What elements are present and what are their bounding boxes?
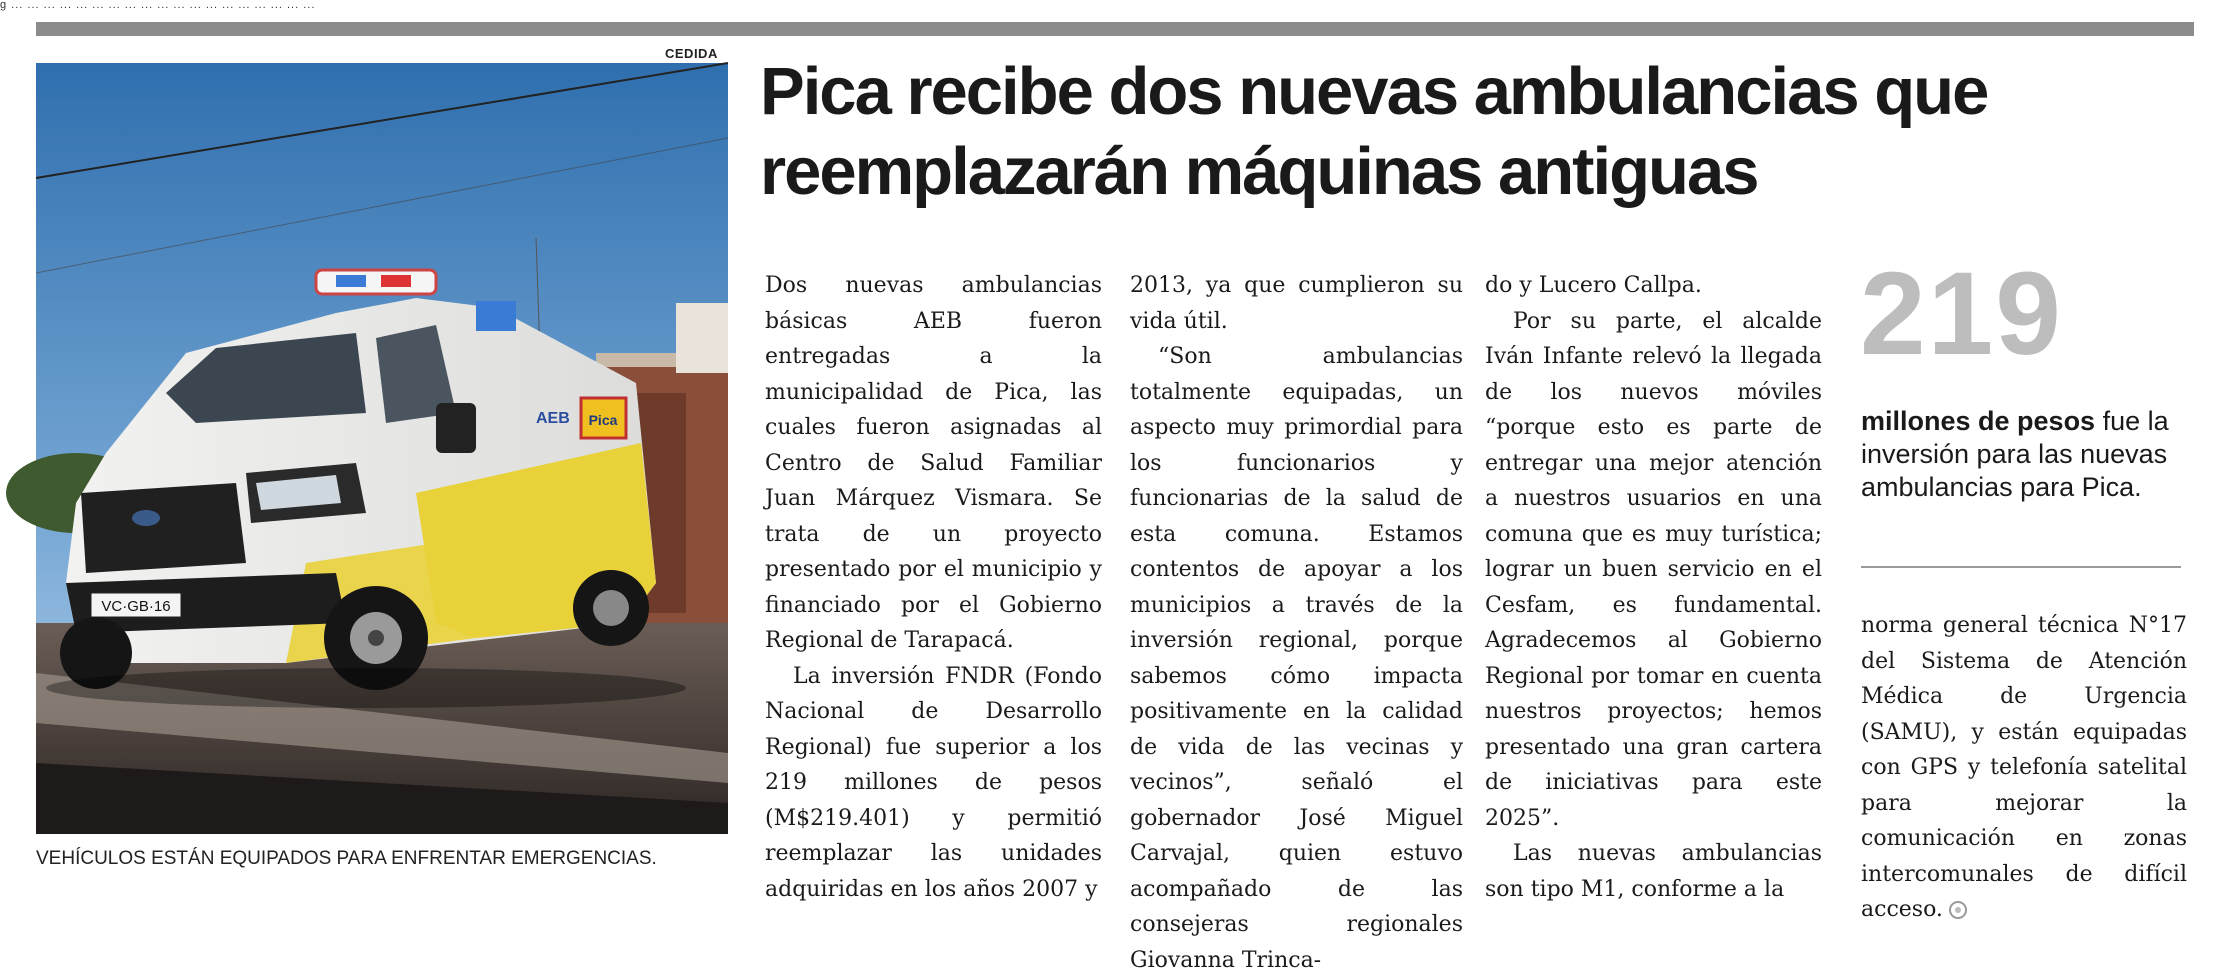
highlight-bold-text: millones de pesos [1861, 406, 2096, 436]
section-rule [36, 22, 2194, 36]
vehicle-logo-text: Pica [588, 412, 618, 428]
paragraph: Dos nuevas ambulancias básicas AEB fueron entregadas a la municipalidad de Pica, las cuales fueron asignadas al Centro de Salud Familiar Juan Márquez Vismara. Se trata de un proyecto presentado por el municipio y financiado por el Gobierno Regional de Tarapacá. [765, 273, 1102, 653]
body-column-3 [1485, 268, 1822, 902]
paragraph: 2013, ya que cumplieron su vida útil. [1130, 273, 1463, 334]
photo-caption: VEHÍCULOS ESTÁN EQUIPADOS PARA ENFRENTAR EMERGENCIAS. [36, 848, 657, 869]
paragraph: La inversión FNDR (Fondo Nacional de Desarrollo Regional) fue superior a los 219 millones de pesos (M$219.401) y permitió reemplazar las unidades adquiridas en los años 2007 y [765, 663, 1102, 902]
paragraph: “Son ambulancias totalmente equipadas, un aspecto muy primordial para los funcionarios y funcionarias de la salud de esta comuna. Estamos contentos de apoyar a los municipios a través de la inversión regional, porque sabemos cómo impacta positivamente en la calidad de vida de las vecinas y vecinos”, señaló el gobernador José Miguel Carvajal, quien estuvo acompañado de las consejeras regionales Giovanna Trinca- [1130, 344, 1463, 973]
headline-line-2: reemplazarán máquinas antiguas [760, 134, 1758, 209]
top-strip-text: g ... ... ... ... ... ... ... ... ... ... ... ... ... ... ... ... ... ... ... [0, 0, 316, 11]
paragraph [1861, 608, 2187, 928]
article-headline [760, 52, 2190, 212]
page-top-strip [0, 0, 2232, 12]
paragraph: Por su parte, el alcalde Iván Infante relevó la llegada de los nuevos móviles “porque esto es parte de entregar una mejor atención a nuestros usuarios en una comuna que es muy turística; lograr un buen servicio en el Cesfam, es fundamental. Agradecemos al Gobierno Regional por tomar en cuenta nuestros proyectos; hemos presentado una gran cartera de iniciativas para este 2025”. [1485, 308, 1822, 831]
headline-line-1: Pica recibe dos nuevas ambulancias que [760, 54, 1988, 129]
paragraph-text: norma general técnica N°17 del Sistema de Atención Médica de Urgencia (SAMU), y están equipadas con GPS y telefonía satelital para mejorar la comunicación en zonas intercomunales de difícil acceso. [1861, 613, 2187, 922]
highlight-rest-text: fue la inversión para las nuevas ambulancias para Pica. [1861, 406, 2169, 502]
body-column-2 [1130, 268, 1463, 973]
highlight-number: 219 [1860, 248, 2063, 380]
ambulance-photo [36, 63, 728, 834]
license-plate-text: VC·GB·16 [101, 598, 171, 615]
sidebar-divider [1861, 566, 2181, 568]
highlight-text [1861, 405, 2191, 504]
body-column-1 [765, 268, 1102, 902]
end-of-article-icon [1949, 901, 1967, 919]
paragraph: Las nuevas ambulancias son tipo M1, conforme a la [1485, 841, 1822, 902]
photo-credit: CEDIDA [665, 46, 718, 61]
body-column-4 [1861, 608, 2187, 922]
paragraph: do y Lucero Callpa. [1485, 273, 1702, 298]
vehicle-marking-text: AEB [536, 410, 570, 427]
